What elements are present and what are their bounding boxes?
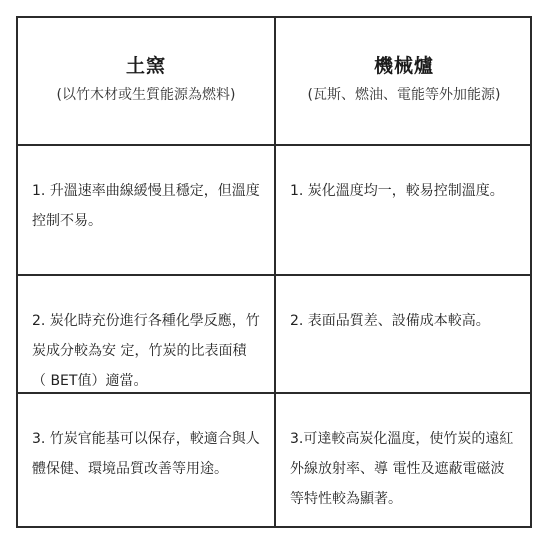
column-title: 土窯	[125, 54, 166, 77]
table-cell	[18, 394, 276, 526]
column-title: 機械爐	[373, 54, 434, 77]
cell-text: 1. 炭化溫度均一，較易控制溫度。	[290, 183, 504, 199]
table-cell	[276, 276, 532, 394]
cell-text: 3. 竹炭官能基可以保存，較適合與人體保健、環境品質改善等用途。	[32, 431, 260, 477]
cell-text: 2. 表面品質差、設備成本較高。	[290, 313, 490, 329]
table-cell	[18, 146, 276, 276]
cell-text: 3.可達較高炭化溫度，使竹炭的遠紅外線放射率、導 電性及遮蔽電磁波等特性較為顯著。	[290, 431, 514, 507]
table-cell	[276, 394, 532, 526]
comparison-table	[16, 16, 532, 528]
cell-text: 1. 升溫速率曲線緩慢且穩定，但溫度控制不易。	[32, 183, 260, 229]
table-cell	[276, 146, 532, 276]
table-cell	[18, 276, 276, 394]
header-cell-mechanical-furnace	[276, 18, 532, 146]
column-subtitle: (瓦斯、燃油、電能等外加能源)	[307, 86, 501, 103]
cell-text: 2. 炭化時充份進行各種化學反應，竹炭成分較為安 定，竹炭的比表面積（ BET值）適當。	[32, 313, 260, 389]
header-cell-earth-kiln	[18, 18, 276, 146]
column-subtitle: (以竹木材或生質能源為燃料)	[56, 86, 236, 103]
